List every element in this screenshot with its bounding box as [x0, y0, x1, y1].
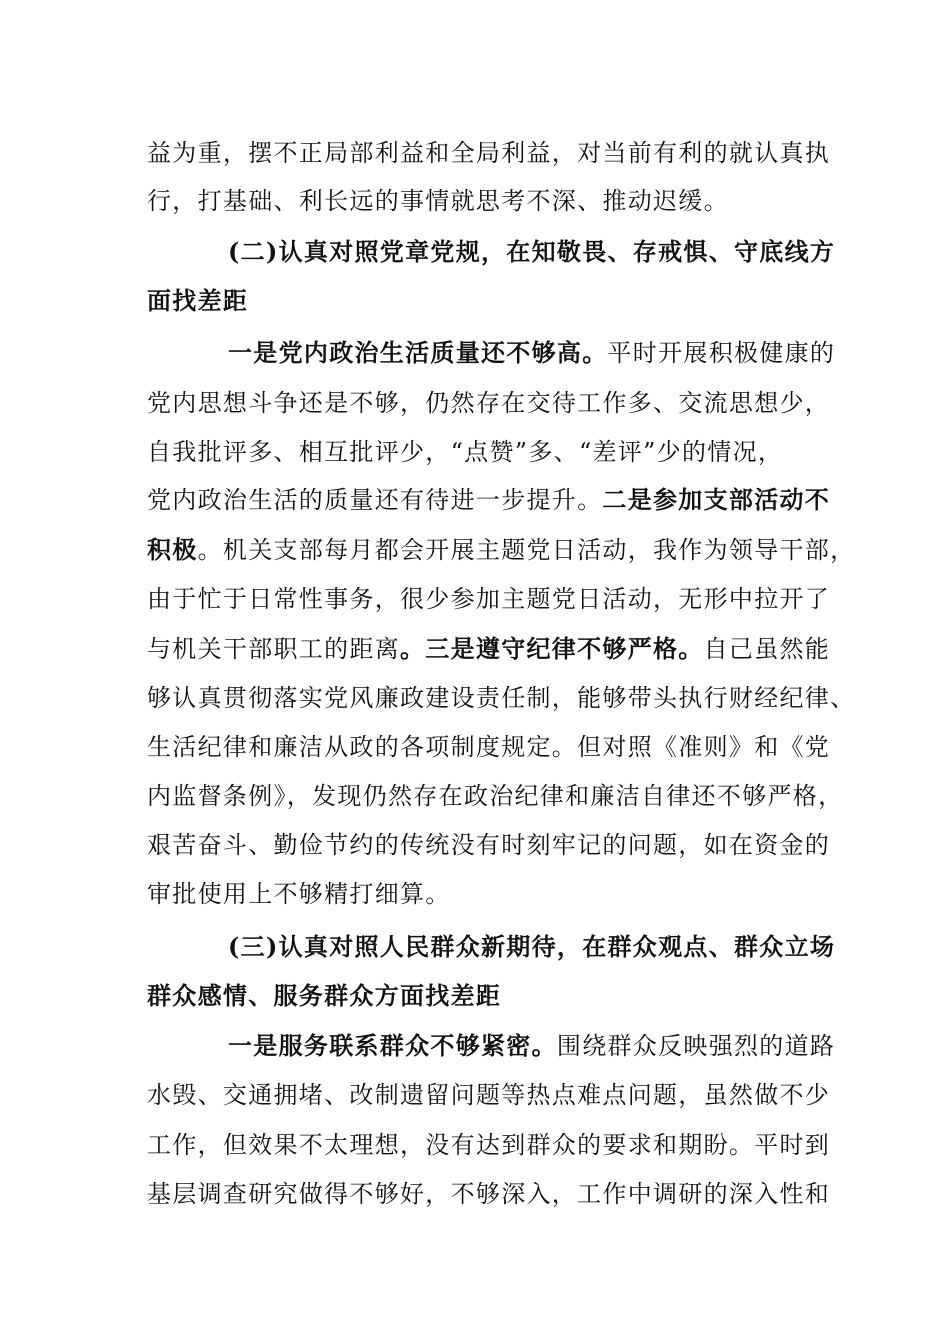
paragraph-3-line-3	[147, 1129, 830, 1161]
text: 围绕群众反映强烈的道路	[556, 1032, 836, 1060]
section-heading-3-line-2	[147, 980, 501, 1012]
text: 。机关支部每月都会开展主题党日活动，我作为领导干部，	[197, 536, 856, 564]
section-heading-2-line-2	[147, 285, 248, 317]
text: 与机关干部职工的距离	[147, 635, 400, 663]
text: 平时开展积极健康的	[607, 339, 836, 367]
paragraph-2-line-11	[147, 829, 830, 861]
paragraph-2-line-4	[147, 484, 830, 516]
text: 自我批评多、相互批评少，“点赞”多、“差评”少的情况，	[147, 438, 784, 466]
paragraph-2-line-5	[147, 534, 855, 566]
paragraph-1-line-1	[147, 137, 830, 169]
text: 行，打基础、利长远的事情就思考不深、推动迟缓。	[147, 187, 729, 215]
heading-text: 群众感情、服务群众方面找差距	[147, 981, 502, 1010]
heading-text: (二)认真对照党章党规，在知敬畏、存戒惧、守底线方	[228, 237, 836, 266]
paragraph-2-line-6	[147, 583, 830, 615]
text: 审批使用上不够精打细算。	[147, 880, 451, 908]
text: 水毁、交通拥堵、改制遗留问题等热点难点问题，虽然做不少	[147, 1081, 831, 1109]
text: 工作，但效果不太理想，没有达到群众的要求和期盼。平时到	[147, 1131, 831, 1159]
section-heading-2-line-1	[228, 236, 835, 268]
bold-point: 积极	[147, 535, 198, 564]
text: 基层调查研究做得不够好，不够深入，工作中调研的深入性和	[147, 1180, 831, 1208]
text: 由于忙于日常性事务，很少参加主题党日活动，无形中拉开了	[147, 585, 831, 613]
paragraph-1-line-2	[147, 185, 729, 217]
bold-point: 一是服务联系群众不够紧密。	[228, 1031, 557, 1060]
bold-point: 。三是遵守纪律不够严格。	[400, 634, 704, 663]
heading-text: (三)认真对照人民群众新期待，在群众观点、群众立场	[228, 932, 836, 961]
paragraph-2-line-8	[147, 682, 855, 714]
paragraph-3-line-4	[147, 1178, 830, 1210]
text: 党内政治生活的质量还有待进一步提升。	[147, 486, 603, 514]
bold-point: 一是党内政治生活质量还不够高。	[228, 338, 608, 367]
section-heading-3-line-1	[228, 931, 835, 963]
paragraph-2-line-7	[147, 633, 830, 665]
text: 艰苦奋斗、勤俭节约的传统没有时刻牢记的问题，如在资金的	[147, 831, 831, 859]
text: 自己虽然能	[703, 635, 831, 663]
paragraph-2-line-12	[147, 878, 451, 910]
heading-text: 面找差距	[147, 286, 249, 315]
paragraph-2-line-3	[147, 436, 783, 468]
paragraph-2-line-1	[228, 337, 835, 369]
paragraph-3-line-2	[147, 1079, 830, 1111]
text: 够认真贯彻落实党风廉政建设责任制，能够带头执行财经纪律、	[147, 684, 856, 712]
paragraph-2-line-2	[147, 387, 830, 419]
bold-point: 二是参加支部活动不	[602, 485, 831, 514]
text: 内监督条例》，发现仍然存在政治纪律和廉洁自律还不够严格，	[147, 782, 844, 810]
text: 党内思想斗争还是不够，仍然存在交待工作多、交流思想少，	[147, 389, 831, 417]
paragraph-3-line-1	[228, 1030, 835, 1062]
text: 生活纪律和廉洁从政的各项制度规定。但对照《准则》和《党	[147, 733, 831, 761]
paragraph-2-line-9	[147, 731, 830, 763]
text: 益为重，摆不正局部利益和全局利益，对当前有利的就认真执	[147, 139, 831, 167]
paragraph-2-line-10	[147, 780, 843, 812]
